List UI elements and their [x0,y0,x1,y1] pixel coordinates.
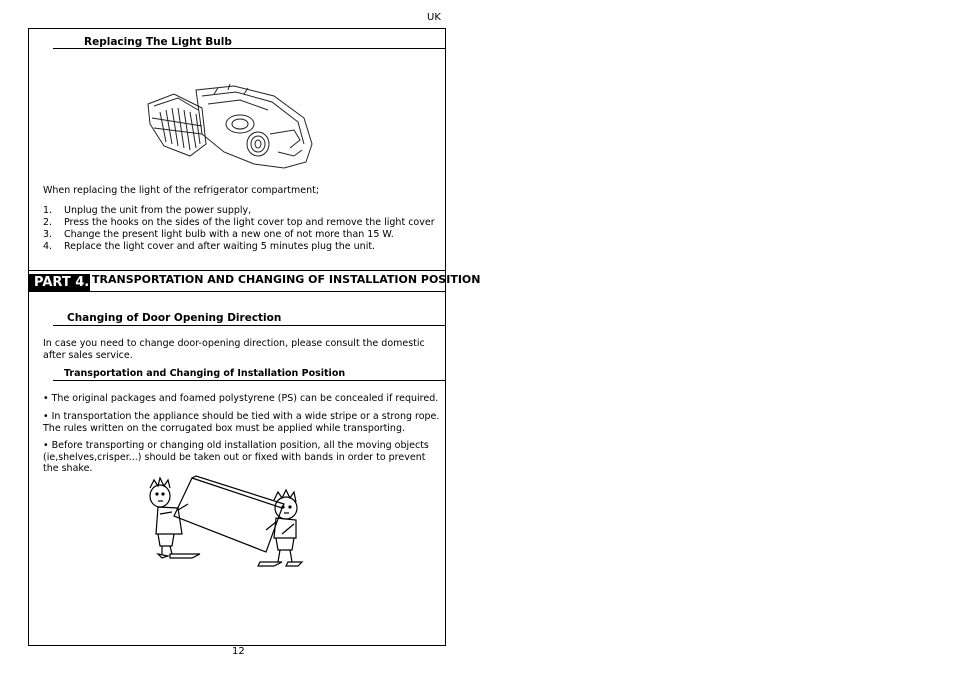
step-text: Replace the light cover and after waiting 5 minutes plug the unit. [64,241,376,252]
part-divider-bottom [28,291,446,292]
step-number: 2. [43,217,53,228]
transport-bullet: • Before transporting or changing old installation position, all the moving objects (ie,shelves,crisper...) should be taken out or fixed with bands in order to prevent the shake. [43,440,429,475]
heading-underline [53,48,446,49]
transport-bullet: • The original packages and foamed polystyrene (PS) can be concealed if required. [43,393,439,404]
light-cover-illustration [144,82,319,174]
step-number: 3. [43,229,53,240]
heading-underline [53,325,446,326]
step-number: 4. [43,241,53,252]
page-number: 12 [232,646,245,657]
carrying-illustration [144,474,316,570]
heading-underline [53,380,446,381]
part-title: TRANSPORTATION AND CHANGING OF INSTALLATION POSITION [92,273,481,286]
section-heading-door: Changing of Door Opening Direction [67,312,282,324]
step-text: Change the present light bulb with a new one of not more than 15 W. [64,229,394,240]
region-label: UK [427,12,441,23]
part-badge: PART 4. [29,274,90,291]
door-text: In case you need to change door-opening direction, please consult the domestic after sales service. [43,338,425,361]
light-intro-text: When replacing the light of the refrigerator compartment; [43,185,320,196]
step-text: Press the hooks on the sides of the light cover top and remove the light cover [64,217,435,228]
step-text: Unplug the unit from the power supply, [64,205,252,216]
section-heading-light-bulb: Replacing The Light Bulb [84,36,232,48]
step-number: 1. [43,205,53,216]
transport-bullet: • In transportation the appliance should be tied with a wide stripe or a strong rope. The rules written on the corrugated box must be applied while transporting. [43,411,440,434]
section-heading-transport: Transportation and Changing of Installation Position [64,368,346,379]
part-divider-top [28,270,446,271]
